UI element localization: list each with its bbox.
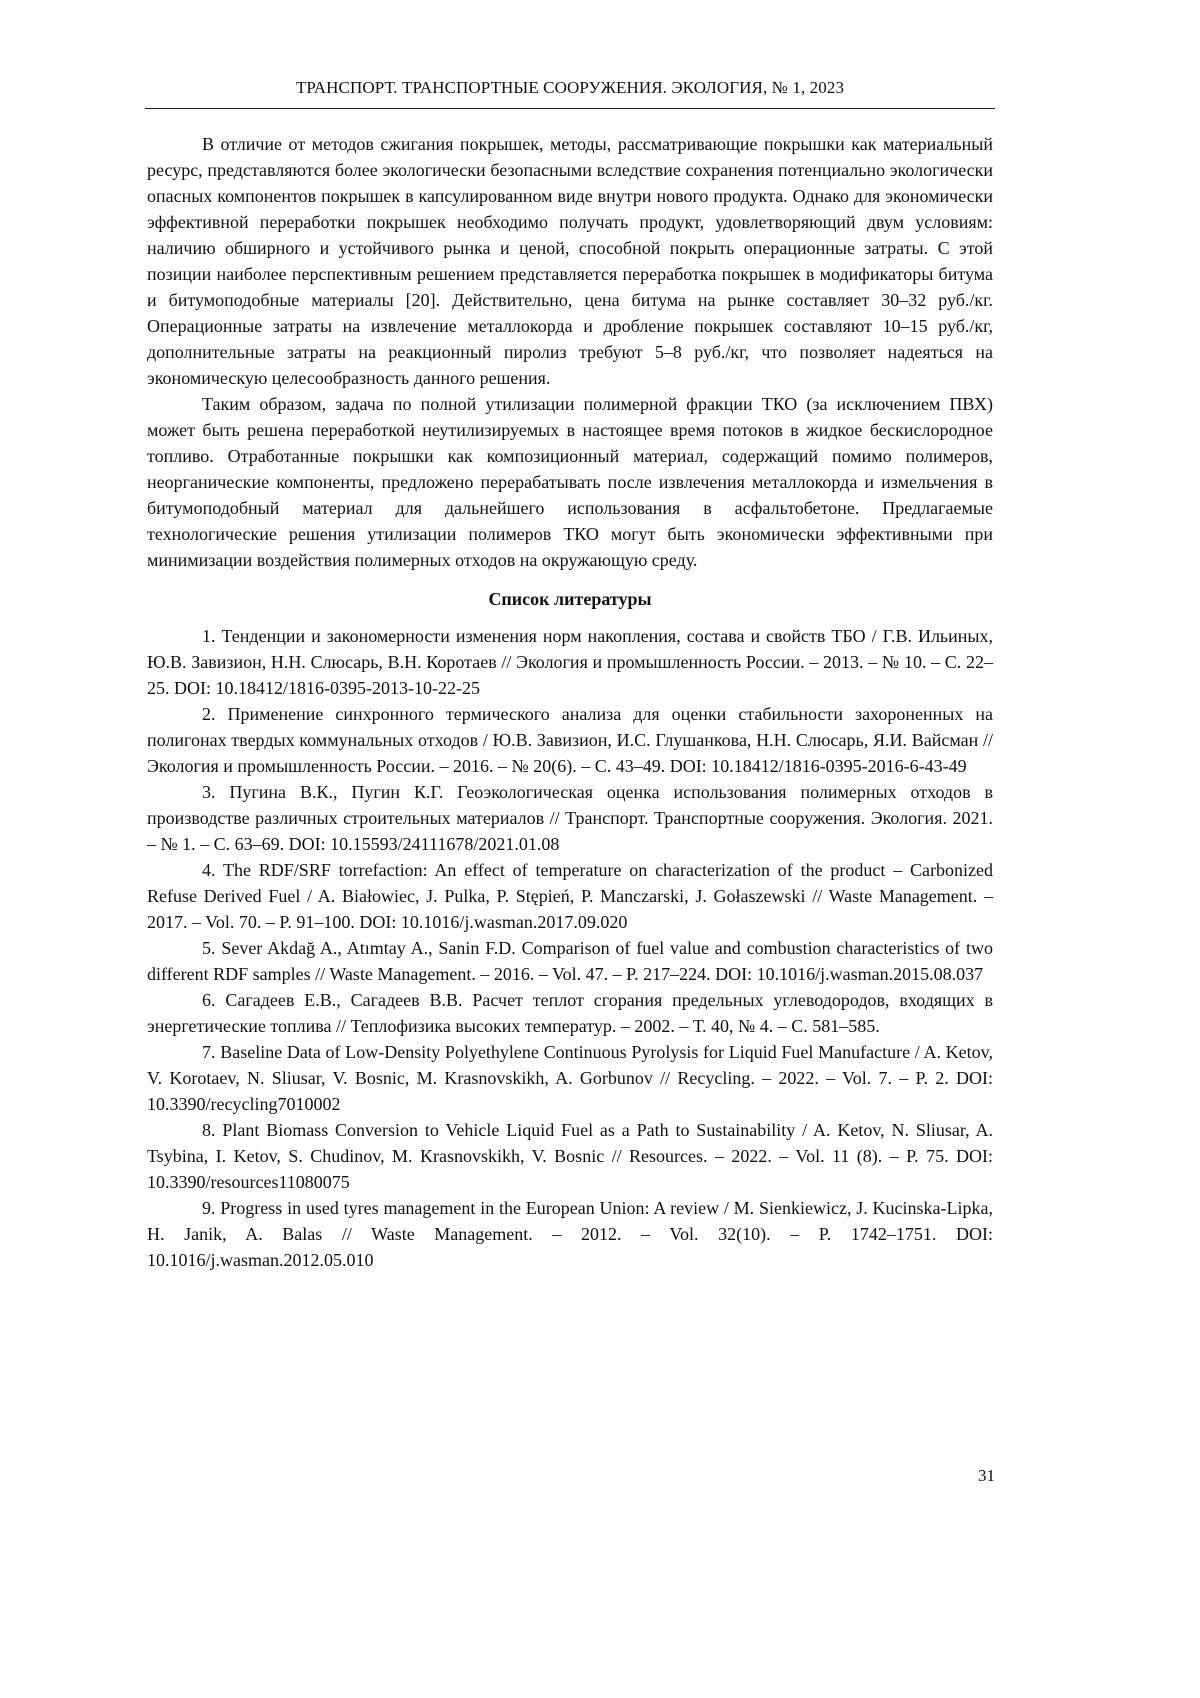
running-header: ТРАНСПОРТ. ТРАНСПОРТНЫЕ СООРУЖЕНИЯ. ЭКОЛОГИЯ, № 1, 2023 bbox=[295, 78, 845, 97]
reference-item: 6. Сагадеев Е.В., Сагадеев В.В. Расчет теплот сгорания предельных углеводородов, входящих в энергетические топлива // Теплофизика высоких температур. – 2002. – Т. 40, № 4. – С. 581–585. bbox=[147, 990, 993, 1036]
paragraph: В отличие от методов сжигания покрышек, методы, рассматривающие покрышки как материальный ресурс, представляются более экологически безопасными вследствие сохранения потенциально экологически опасных компонентов покрышек в капсулированном виде внутри нового продукта. Однако для экономически эффективной переработки покрышек необходимо получать продукт, удовлетворяющий двум условиям: наличию обширного и устойчивого рынка и ценой, способной покрыть операционные затраты. С этой позиции наиболее перспективным решением представляется переработка покрышек в модификаторы битума и битумоподобные материалы [20]. Действительно, цена битума на рынке составляет 30–32 руб./кг. Операционные затраты на извлечение металлокорда и дробление покрышек составляют 10–15 руб./кг, дополнительные затраты на реакционный пиролиз требуют 5–8 руб./кг, что позволяет надеяться на экономическую целесообразность данного решения. bbox=[147, 134, 993, 388]
references-list bbox=[147, 623, 993, 1273]
reference-item: 3. Пугина В.К., Пугин К.Г. Геоэкологическая оценка использования полимерных отходов в производстве различных строительных материалов // Транспорт. Транспортные сооружения. Экология. 2021. – № 1. – С. 63–69. DOI: 10.15593/24111678/2021.01.08 bbox=[147, 782, 993, 854]
reference-item: 9. Progress in used tyres management in the European Union: A review / M. Sienkiewicz, J. Kucinska-Lipka, H. Janik, A. Balas // Waste Management. – 2012. – Vol. 32(10). – P. 1742–1751. DOI: 10.1016/j.wasman.2012.05.010 bbox=[147, 1198, 993, 1270]
references-title: Список литературы bbox=[488, 589, 652, 609]
body-text bbox=[147, 131, 993, 1273]
reference-item: 8. Plant Biomass Conversion to Vehicle Liquid Fuel as a Path to Sustainability / A. Ketov, N. Sliusar, A. Tsybina, I. Ketov, S. Chudinov, M. Krasnovskikh, V. Bosnic // Resources. – 2022. – Vol. 11 (8). – P. 75. DOI: 10.3390/resources11080075 bbox=[147, 1120, 993, 1192]
paragraph: Таким образом, задача по полной утилизации полимерной фракции ТКО (за исключением ПВХ) может быть решена переработкой неутилизируемых в настоящее время потоков в жидкое бескислородное топливо. Отработанные покрышки как композиционный материал, содержащий помимо полимеров, неорганические компоненты, предложено перерабатывать после извлечения металлокорда и измельчения в битумоподобный материал для дальнейшего использования в асфальтобетоне. Предлагаемые технологические решения утилизации полимеров ТКО могут быть экономически эффективными при минимизации воздействия полимерных отходов на окружающую среду. bbox=[147, 394, 993, 570]
page-number: 31 bbox=[978, 1466, 995, 1485]
reference-item: 7. Baseline Data of Low-Density Polyethylene Continuous Pyrolysis for Liquid Fuel Manufacture / A. Ketov, V. Korotaev, N. Sliusar, V. Bosnic, M. Krasnovskikh, A. Gorbunov // Recycling. – 2022. – Vol. 7. – P. 2. DOI: 10.3390/recycling7010002 bbox=[147, 1042, 993, 1114]
reference-item: 1. Тенденции и закономерности изменения норм накопления, состава и свойств ТБО / Г.В. Ильиных, Ю.В. Завизион, Н.Н. Слюсарь, В.Н. Коротаев // Экология и промышленность России. – 2013. – № 10. – С. 22–25. DOI: 10.18412/1816-0395-2013-10-22-25 bbox=[147, 626, 993, 698]
reference-item: 2. Применение синхронного термического анализа для оценки стабильности захороненных на полигонах твердых коммунальных отходов / Ю.В. Завизион, И.С. Глушанкова, Н.Н. Слюсарь, Я.И. Вайсман // Экология и промышленность России. – 2016. – № 20(6). – С. 43–49. DOI: 10.18412/1816-0395-2016-6-43-49 bbox=[147, 704, 993, 776]
reference-item: 5. Sever Akdağ A., Atımtay A., Sanin F.D. Comparison of fuel value and combustion characteristics of two different RDF samples // Waste Management. – 2016. – Vol. 47. – P. 217–224. DOI: 10.1016/j.wasman.2015.08.037 bbox=[147, 938, 993, 984]
header-divider bbox=[145, 108, 995, 109]
reference-item: 4. The RDF/SRF torrefaction: An effect of temperature on characterization of the product – Carbonized Refuse Derived Fuel / A. Białowiec, J. Pulka, P. Stępień, P. Manczarski, J. Gołaszewski // Waste Management. – 2017. – Vol. 70. – P. 91–100. DOI: 10.1016/j.wasman.2017.09.020 bbox=[147, 860, 993, 932]
